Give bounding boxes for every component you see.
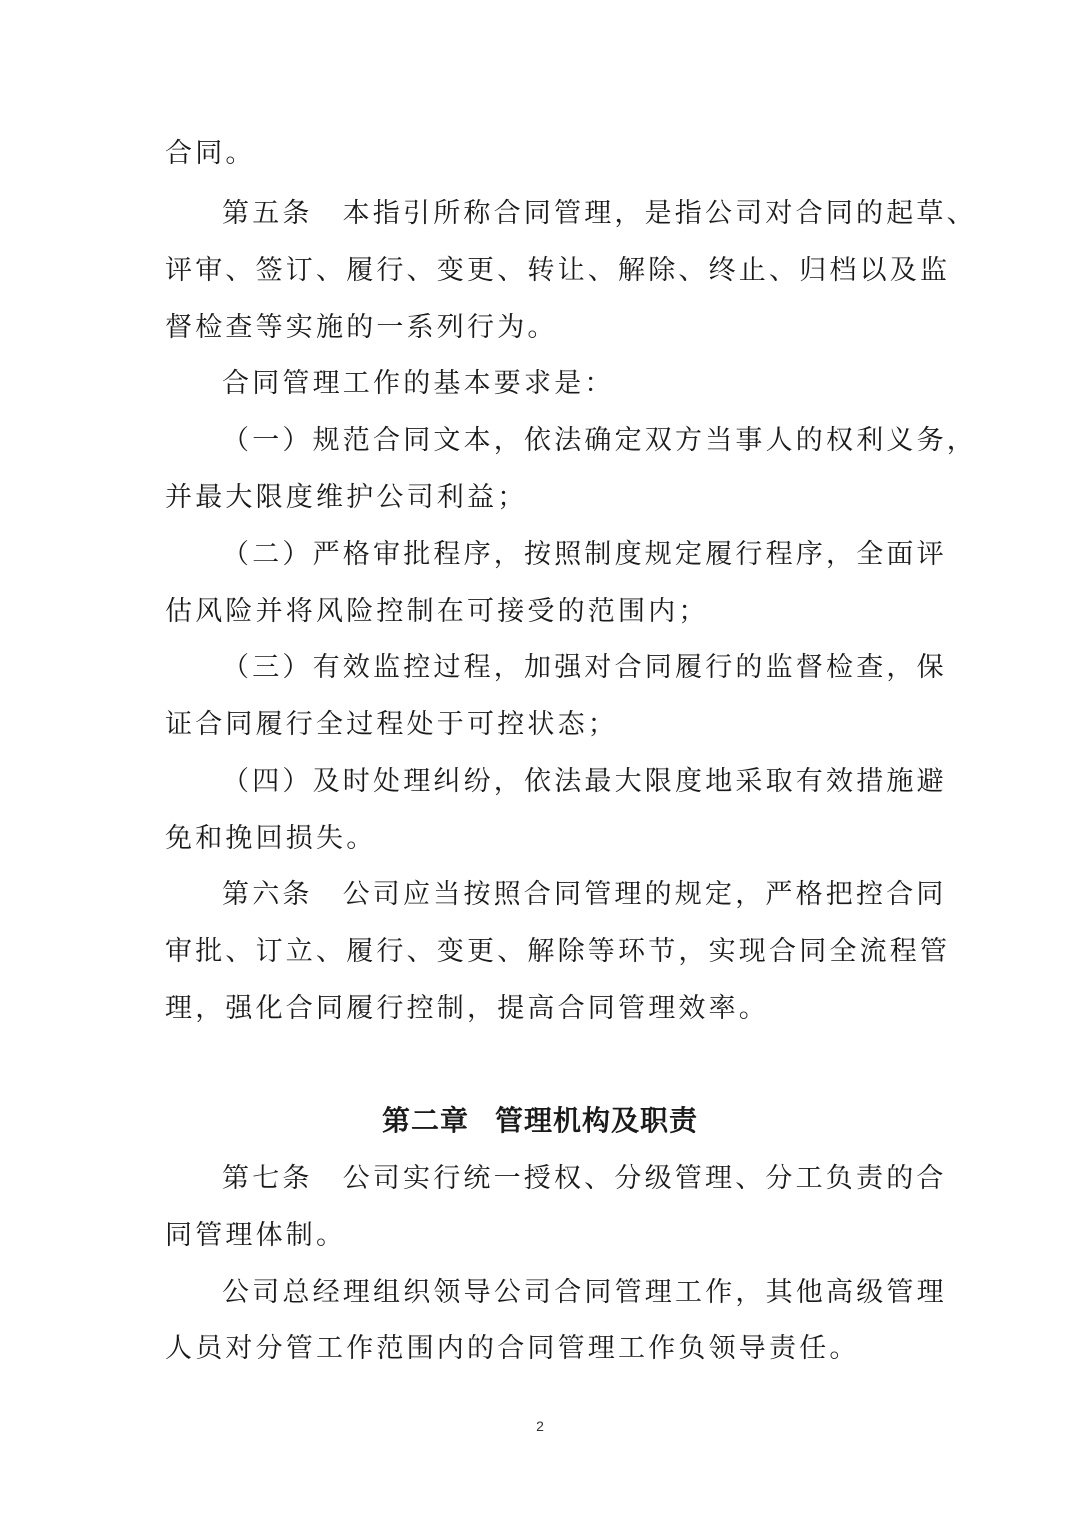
- line-text: 证合同履行全过程处于可控状态；: [165, 709, 618, 740]
- article-6-line: [222, 877, 947, 913]
- line-text: 督检查等实施的一系列行为。: [165, 312, 558, 343]
- text-line: [165, 1218, 346, 1254]
- text-line: [222, 537, 947, 573]
- text-line: [222, 764, 947, 800]
- text-line: [165, 707, 618, 743]
- text-line: [165, 310, 558, 346]
- chapter-title: 管理机构及职责: [495, 1104, 699, 1137]
- chapter-heading: [0, 1103, 1080, 1139]
- text-line: [165, 991, 769, 1027]
- text-line: [165, 934, 950, 970]
- line-text: （一）规范合同文本，依法确定双方当事人的权利义务，: [222, 425, 977, 456]
- text-line: [165, 594, 709, 630]
- text-line: [222, 1275, 947, 1311]
- line-text: 同管理体制。: [165, 1220, 347, 1251]
- text-line: [222, 650, 947, 686]
- text-line: [165, 821, 376, 857]
- line-text: 公司总经理组织领导公司合同管理工作，其他高级管理: [222, 1277, 947, 1308]
- line-text: （二）严格审批程序，按照制度规定履行程序，全面评: [222, 539, 947, 570]
- line-text: 审批、订立、履行、变更、解除等环节，实现合同全流程管: [165, 936, 951, 967]
- article-7-line: [222, 1161, 947, 1197]
- text-line: [165, 1331, 860, 1367]
- text-line: [165, 253, 950, 289]
- article-label: 第六条: [222, 879, 313, 910]
- line-text: 并最大限度维护公司利益；: [165, 482, 528, 513]
- article-5-line: [222, 196, 977, 232]
- line-text: 人员对分管工作范围内的合同管理工作负领导责任。: [165, 1333, 860, 1364]
- line-text: 合同管理工作的基本要求是：: [222, 368, 615, 399]
- line-text: （四）及时处理纠纷，依法最大限度地采取有效措施避: [222, 766, 947, 797]
- line-text: 评审、签订、履行、变更、转让、解除、终止、归档以及监: [165, 255, 951, 286]
- article-label: 第五条: [222, 198, 313, 229]
- line-text: （三）有效监控过程，加强对合同履行的监督检查，保: [222, 652, 947, 683]
- page-number: 2: [536, 1418, 544, 1434]
- line-text: 理，强化合同履行控制，提高合同管理效率。: [165, 993, 769, 1024]
- line-text: 免和挽回损失。: [165, 823, 377, 854]
- article-label: 第七条: [222, 1163, 313, 1194]
- text-line: [222, 366, 615, 402]
- chapter-number: 第二章: [381, 1104, 469, 1137]
- text-line: [165, 480, 527, 516]
- line-text: 估风险并将风险控制在可接受的范围内；: [165, 596, 709, 627]
- line-text: 公司应当按照合同管理的规定，严格把控合同: [342, 879, 947, 910]
- line-text: 公司实行统一授权、分级管理、分工负责的合: [342, 1163, 947, 1194]
- line-text: 合同。: [165, 138, 256, 169]
- text-line: [222, 423, 977, 459]
- line-text: 本指引所称合同管理，是指公司对合同的起草、: [342, 198, 977, 229]
- text-line: [165, 136, 256, 172]
